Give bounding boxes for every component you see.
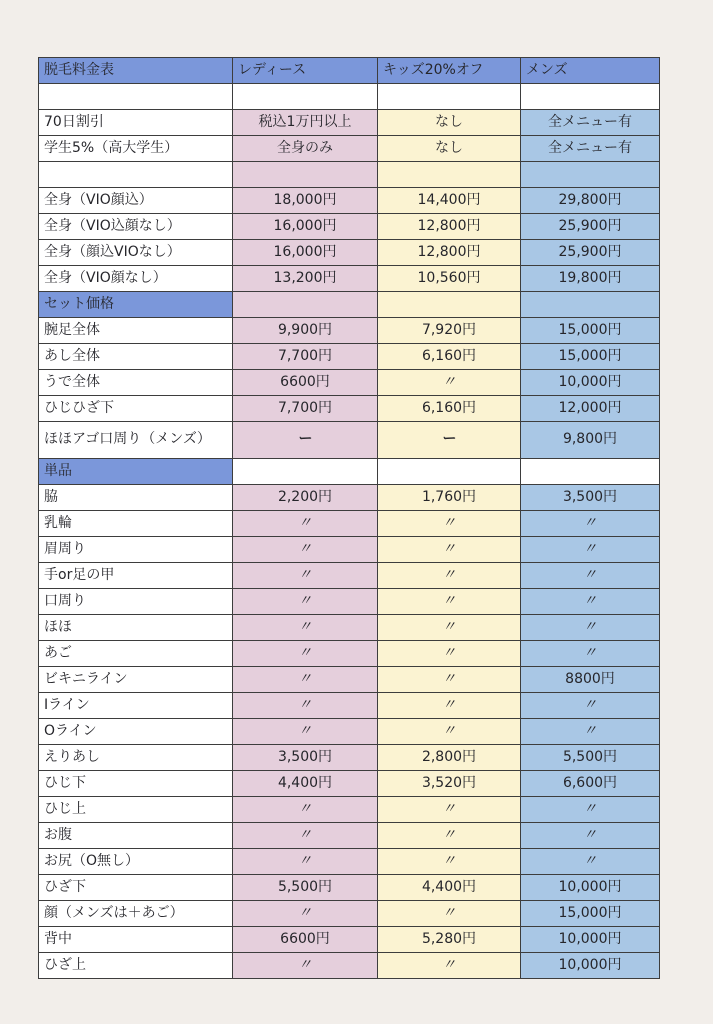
price-cell: 3,500円 — [233, 745, 378, 771]
price-cell: 15,000円 — [521, 318, 660, 344]
price-cell: 全メニュー有 — [521, 110, 660, 136]
price-cell: 5,500円 — [521, 745, 660, 771]
ditto-mark: 〃 — [521, 641, 660, 667]
price-cell: 10,000円 — [521, 875, 660, 901]
ditto-mark: 〃 — [233, 693, 378, 719]
ditto-mark: 〃 — [521, 693, 660, 719]
row-label: ビキニライン — [39, 667, 233, 693]
ditto-mark: 〃 — [233, 719, 378, 745]
row-label: ほほアゴ口周り（メンズ） — [39, 422, 233, 459]
header-row — [39, 58, 660, 84]
table-row — [39, 797, 660, 823]
row-label: Oライン — [39, 719, 233, 745]
row-label — [39, 162, 233, 188]
price-cell: 3,500円 — [521, 485, 660, 511]
row-label: 学生5%（高大学生） — [39, 136, 233, 162]
table-row — [39, 849, 660, 875]
price-cell: 7,920円 — [378, 318, 521, 344]
table-row — [39, 537, 660, 563]
price-cell: 1,760円 — [378, 485, 521, 511]
ditto-mark: 〃 — [233, 849, 378, 875]
price-cell — [233, 84, 378, 110]
row-label: お腹 — [39, 823, 233, 849]
price-cell: 10,000円 — [521, 370, 660, 396]
price-cell: 10,560円 — [378, 266, 521, 292]
price-cell — [378, 292, 521, 318]
ditto-mark: 〃 — [521, 719, 660, 745]
ditto-mark: 〃 — [378, 511, 521, 537]
table-row — [39, 875, 660, 901]
price-cell — [521, 162, 660, 188]
ditto-mark: 〃 — [233, 511, 378, 537]
price-cell: 16,000円 — [233, 214, 378, 240]
ditto-mark: 〃 — [233, 667, 378, 693]
price-cell: 12,800円 — [378, 214, 521, 240]
ditto-mark: 〃 — [378, 823, 521, 849]
section-row — [39, 459, 660, 485]
column-header-ladies: レディース — [233, 58, 378, 84]
ditto-mark: 〃 — [378, 901, 521, 927]
column-header-kids: キッズ20%オフ — [378, 58, 521, 84]
price-cell: 6,600円 — [521, 771, 660, 797]
price-cell: 9,900円 — [233, 318, 378, 344]
table-row — [39, 641, 660, 667]
table-row — [39, 771, 660, 797]
price-cell: 2,800円 — [378, 745, 521, 771]
price-cell: 全身のみ — [233, 136, 378, 162]
price-cell: 12,800円 — [378, 240, 521, 266]
price-cell: 19,800円 — [521, 266, 660, 292]
ditto-mark: 〃 — [378, 667, 521, 693]
table-row — [39, 563, 660, 589]
row-label — [39, 84, 233, 110]
price-cell: 7,700円 — [233, 396, 378, 422]
price-table — [38, 57, 660, 979]
ditto-mark: 〃 — [233, 901, 378, 927]
price-cell: 13,200円 — [233, 266, 378, 292]
price-cell: 3,520円 — [378, 771, 521, 797]
ditto-mark: 〃 — [233, 615, 378, 641]
row-label: 全身（VIO込顔なし） — [39, 214, 233, 240]
row-label: 眉周り — [39, 537, 233, 563]
ditto-mark: 〃 — [233, 641, 378, 667]
column-header-mens: メンズ — [521, 58, 660, 84]
row-label: あご — [39, 641, 233, 667]
ditto-mark: 〃 — [521, 849, 660, 875]
price-cell: 18,000円 — [233, 188, 378, 214]
price-cell: 6600円 — [233, 370, 378, 396]
ditto-mark: 〃 — [378, 693, 521, 719]
ditto-mark: 〃 — [378, 953, 521, 979]
ditto-mark: 〃 — [521, 589, 660, 615]
row-label: 手or足の甲 — [39, 563, 233, 589]
price-cell — [521, 459, 660, 485]
column-header-title: 脱毛料金表 — [39, 58, 233, 84]
row-label: えりあし — [39, 745, 233, 771]
price-cell — [521, 84, 660, 110]
row-label: 乳輪 — [39, 511, 233, 537]
row-label: お尻（O無し） — [39, 849, 233, 875]
price-cell: 12,000円 — [521, 396, 660, 422]
ditto-mark: 〃 — [521, 537, 660, 563]
price-cell: 25,900円 — [521, 240, 660, 266]
section-row — [39, 292, 660, 318]
table-row — [39, 188, 660, 214]
ditto-mark: 〃 — [521, 797, 660, 823]
table-row — [39, 84, 660, 110]
ditto-mark: 〃 — [378, 797, 521, 823]
price-cell: 15,000円 — [521, 344, 660, 370]
ditto-mark: 〃 — [378, 370, 521, 396]
price-cell: なし — [378, 136, 521, 162]
price-cell: 14,400円 — [378, 188, 521, 214]
dash-mark: ー — [233, 422, 378, 459]
table-row — [39, 667, 660, 693]
price-cell: 5,500円 — [233, 875, 378, 901]
table-row — [39, 240, 660, 266]
row-label: ほほ — [39, 615, 233, 641]
table-row — [39, 719, 660, 745]
row-label: ひじ下 — [39, 771, 233, 797]
price-cell: なし — [378, 110, 521, 136]
price-cell: 25,900円 — [521, 214, 660, 240]
row-label: 70日割引 — [39, 110, 233, 136]
ditto-mark: 〃 — [378, 589, 521, 615]
ditto-mark: 〃 — [233, 953, 378, 979]
ditto-mark: 〃 — [233, 563, 378, 589]
price-cell: 7,700円 — [233, 344, 378, 370]
table-row — [39, 344, 660, 370]
table-row — [39, 693, 660, 719]
price-cell: 6,160円 — [378, 344, 521, 370]
table-row — [39, 370, 660, 396]
price-cell: 2,200円 — [233, 485, 378, 511]
row-label: ひざ下 — [39, 875, 233, 901]
row-label: ひじひざ下 — [39, 396, 233, 422]
price-cell: 15,000円 — [521, 901, 660, 927]
ditto-mark: 〃 — [521, 511, 660, 537]
table-row — [39, 485, 660, 511]
ditto-mark: 〃 — [378, 563, 521, 589]
price-cell: 29,800円 — [521, 188, 660, 214]
ditto-mark: 〃 — [521, 563, 660, 589]
price-cell: 6600円 — [233, 927, 378, 953]
price-cell: 16,000円 — [233, 240, 378, 266]
row-label: あし全体 — [39, 344, 233, 370]
table-row — [39, 927, 660, 953]
ditto-mark: 〃 — [233, 537, 378, 563]
price-cell: 4,400円 — [233, 771, 378, 797]
row-label: ひじ上 — [39, 797, 233, 823]
table-row — [39, 589, 660, 615]
table-row — [39, 266, 660, 292]
section-label: セット価格 — [39, 292, 233, 318]
price-cell — [378, 84, 521, 110]
price-cell: 8800円 — [521, 667, 660, 693]
table-row — [39, 110, 660, 136]
row-label: Iライン — [39, 693, 233, 719]
row-label: 全身（顔込VIOなし） — [39, 240, 233, 266]
ditto-mark: 〃 — [378, 849, 521, 875]
ditto-mark: 〃 — [378, 719, 521, 745]
table-row — [39, 136, 660, 162]
row-label: 全身（VIO顔込） — [39, 188, 233, 214]
row-label: 脇 — [39, 485, 233, 511]
price-cell: 10,000円 — [521, 953, 660, 979]
price-cell: 4,400円 — [378, 875, 521, 901]
price-cell — [378, 459, 521, 485]
ditto-mark: 〃 — [233, 797, 378, 823]
row-label: 腕足全体 — [39, 318, 233, 344]
ditto-mark: 〃 — [378, 615, 521, 641]
price-cell — [378, 162, 521, 188]
table-row — [39, 511, 660, 537]
row-label: 顔（メンズは＋あご） — [39, 901, 233, 927]
table-row — [39, 615, 660, 641]
price-cell: 全メニュー有 — [521, 136, 660, 162]
ditto-mark: 〃 — [521, 615, 660, 641]
table-row — [39, 162, 660, 188]
price-cell: 6,160円 — [378, 396, 521, 422]
price-cell — [233, 292, 378, 318]
price-cell — [233, 162, 378, 188]
ditto-mark: 〃 — [521, 823, 660, 849]
row-label: うで全体 — [39, 370, 233, 396]
table-row — [39, 214, 660, 240]
row-label: 全身（VIO顔なし） — [39, 266, 233, 292]
price-cell: 9,800円 — [521, 422, 660, 459]
price-cell — [521, 292, 660, 318]
table-row — [39, 901, 660, 927]
table-row — [39, 953, 660, 979]
ditto-mark: 〃 — [378, 641, 521, 667]
ditto-mark: 〃 — [378, 537, 521, 563]
row-label: 背中 — [39, 927, 233, 953]
table-row — [39, 318, 660, 344]
table-row — [39, 396, 660, 422]
price-cell: 10,000円 — [521, 927, 660, 953]
section-label: 単品 — [39, 459, 233, 485]
price-cell — [233, 459, 378, 485]
table-row — [39, 422, 660, 459]
row-label: ひざ上 — [39, 953, 233, 979]
table-row — [39, 823, 660, 849]
table-row — [39, 745, 660, 771]
ditto-mark: 〃 — [233, 823, 378, 849]
ditto-mark: 〃 — [233, 589, 378, 615]
row-label: 口周り — [39, 589, 233, 615]
price-cell: 税込1万円以上 — [233, 110, 378, 136]
price-cell: 5,280円 — [378, 927, 521, 953]
dash-mark: ー — [378, 422, 521, 459]
